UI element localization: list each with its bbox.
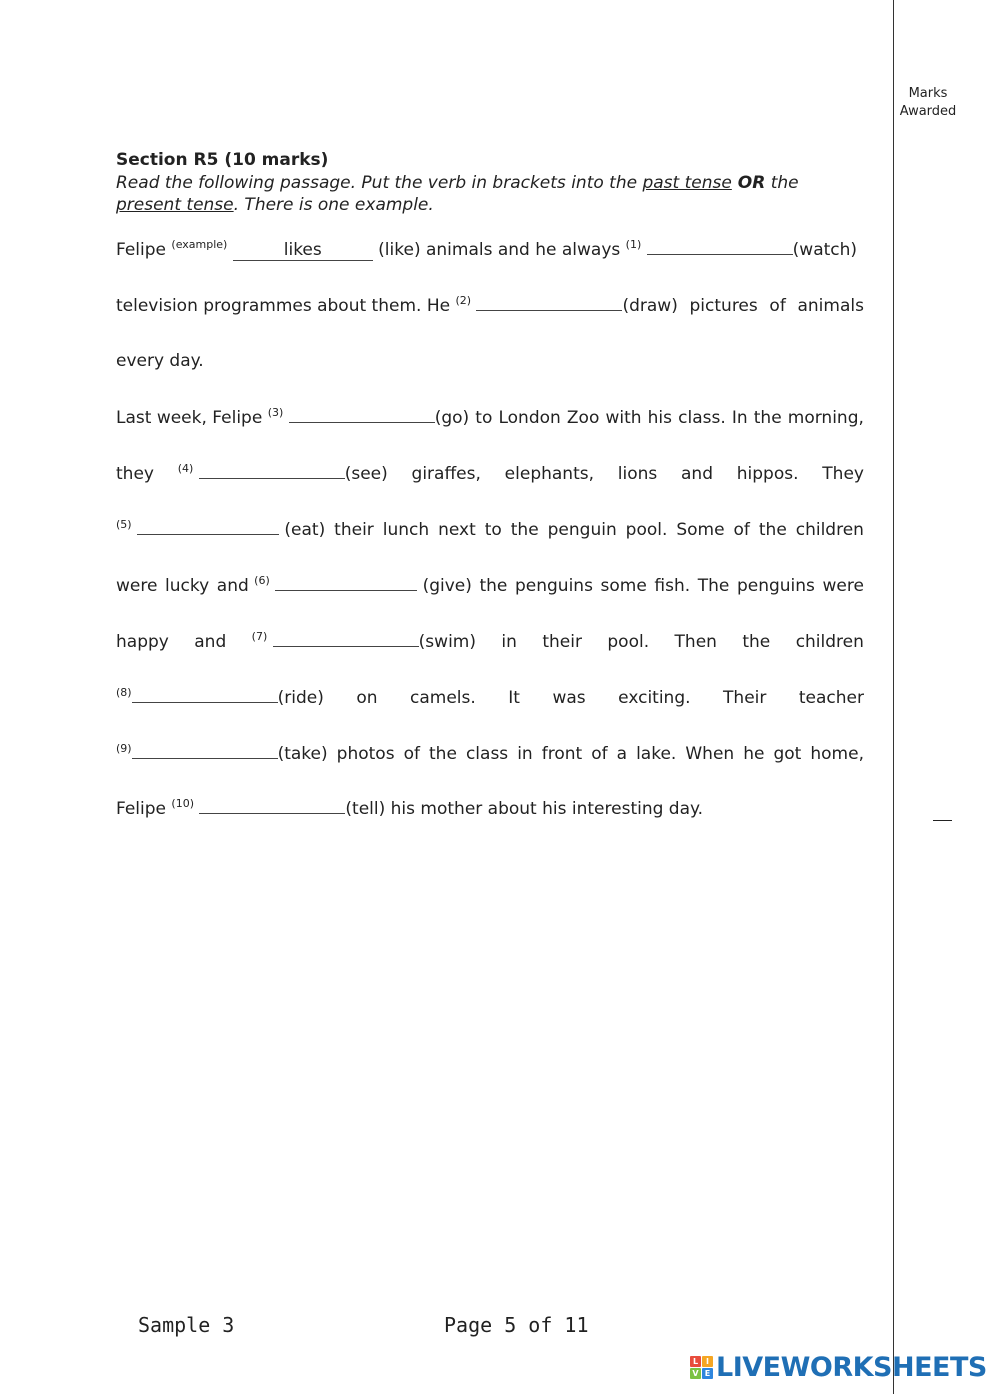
word: the [510,520,539,540]
liveworksheets-icon: L I V E [690,1356,713,1379]
word: class. [678,408,726,428]
word: They [822,464,864,484]
word: lunch [382,520,430,540]
question-number: (9) [116,742,132,755]
question-number: (3) [267,406,284,419]
answer-blank-5[interactable] [137,517,279,535]
instructions [116,172,816,216]
word: of [591,744,608,764]
verb-hint: (draw) [622,296,678,316]
word: a [616,744,628,764]
word: When [685,744,735,764]
word: children [795,632,864,652]
question-number: (8) [116,686,132,699]
passage-line-1 [116,237,864,261]
word: and [194,632,227,652]
word: they [116,464,154,484]
marks-label: Marks [908,86,948,101]
past-tense-term: past tense [642,173,732,193]
word: he [743,744,765,764]
word: giraffes, [411,464,481,484]
liveworksheets-wordmark: LIVEWORKSHEETS [716,1352,987,1383]
word: home, [810,744,864,764]
word: with [605,408,642,428]
sample-label: Sample 3 [138,1313,235,1337]
word: were [116,576,158,596]
answer-blank-9[interactable] [132,741,278,759]
word: and [216,576,249,596]
passage-line-2 [116,293,864,317]
instructions-text: Read the following passage. Put the verb in brackets into the [116,173,643,193]
word: animals [797,296,864,316]
word: penguin [547,520,617,540]
marks-column-divider [893,0,894,1394]
word: of [769,296,786,316]
word: camels. [410,688,476,708]
word: to [475,408,493,428]
page-number: Page 5 of 11 [444,1313,589,1337]
passage-text: Felipe [116,799,172,819]
word: happy [116,632,169,652]
passage-text: every day. [116,351,204,371]
word: Some [676,520,725,540]
passage-line-10 [116,741,864,765]
passage-line-7 [116,573,864,597]
instructions-tail: . There is one example. [233,195,434,215]
verb-hint: (ride) [277,688,324,708]
word: in [501,632,517,652]
passage-text: (like) animals and he always [372,240,626,260]
word: pool. [625,520,668,540]
word: some [600,576,647,596]
instructions-the: the [765,173,799,193]
word: lucky [165,576,210,596]
liveworksheets-logo [690,1352,987,1383]
word: of [403,744,420,764]
question-number: (4) [177,462,194,475]
word: pictures [689,296,758,316]
passage-line-3 [116,349,864,373]
word: hippos. [736,464,799,484]
word: got [773,744,802,764]
word: and [681,464,713,484]
verb-hint: (eat) [284,520,326,540]
example-marker: (example) [171,238,228,251]
answer-blank-1[interactable] [647,237,793,255]
example-answer: likes [233,240,373,261]
answer-blank-3[interactable] [289,405,435,423]
word: morning, [787,408,864,428]
answer-blank-10[interactable] [199,796,345,814]
verb-hint: (see) [344,464,388,484]
passage-text: television programmes about them. He [116,296,456,316]
word: teacher [798,688,864,708]
passage-line-5 [116,461,864,485]
word: the [758,520,787,540]
awarded-label: Awarded [899,104,957,119]
word: lions [617,464,658,484]
passage-line-11 [116,796,864,820]
or-keyword: OR [731,173,766,193]
answer-blank-2[interactable] [476,293,622,311]
passage-text: Felipe [116,240,172,260]
word: Zoo [566,408,600,428]
word: penguins [736,576,815,596]
word: in [517,744,533,764]
answer-blank-7[interactable] [273,629,419,647]
word: It [508,688,520,708]
present-tense-term: present tense [116,195,234,215]
passage-text: (tell) his mother about his interesting day. [345,799,704,819]
word: Their [723,688,767,708]
question-number: (6) [254,574,270,587]
question-number: (2) [455,294,472,307]
word: Then [674,632,717,652]
word: were [822,576,864,596]
marks-awarded-header [896,85,960,121]
passage-line-4 [116,405,864,429]
word: front [541,744,583,764]
word: their [542,632,582,652]
word: elephants, [504,464,594,484]
verb-hint: (watch) [792,240,858,260]
word: photos [336,744,395,764]
verb-hint: (swim) [418,632,476,652]
word: the [429,744,457,764]
word: In [731,408,748,428]
word: London [498,408,561,428]
word: their [334,520,374,540]
word: on [356,688,378,708]
answer-blank-8[interactable] [132,685,278,703]
word: the [753,408,782,428]
passage-line-9 [116,685,864,709]
word: fish. [654,576,691,596]
word: The [697,576,730,596]
word: was [552,688,586,708]
word: children [795,520,864,540]
question-number: (1) [625,238,642,251]
section-title: Section R5 (10 marks) [116,150,329,170]
word: of [733,520,750,540]
word: the [479,576,508,596]
question-number: (7) [251,630,268,643]
passage-line-8 [116,629,864,653]
word: the [742,632,771,652]
word: next [438,520,476,540]
answer-blank-4[interactable] [199,461,345,479]
question-number: (5) [116,518,132,531]
verb-hint: (give) [422,576,472,596]
verb-hint: (go) [434,408,470,428]
word: class [465,744,509,764]
passage-line-6 [116,517,864,541]
word: pool. [607,632,650,652]
word: lake. [636,744,677,764]
marks-blank[interactable] [933,820,952,821]
word: to [484,520,502,540]
passage-text: Last week, Felipe [116,408,268,428]
word: penguins [514,576,593,596]
verb-hint: (take) [277,744,328,764]
answer-blank-6[interactable] [275,573,417,591]
word: exciting. [618,688,691,708]
question-number: (10) [171,797,195,810]
word: his [647,408,673,428]
